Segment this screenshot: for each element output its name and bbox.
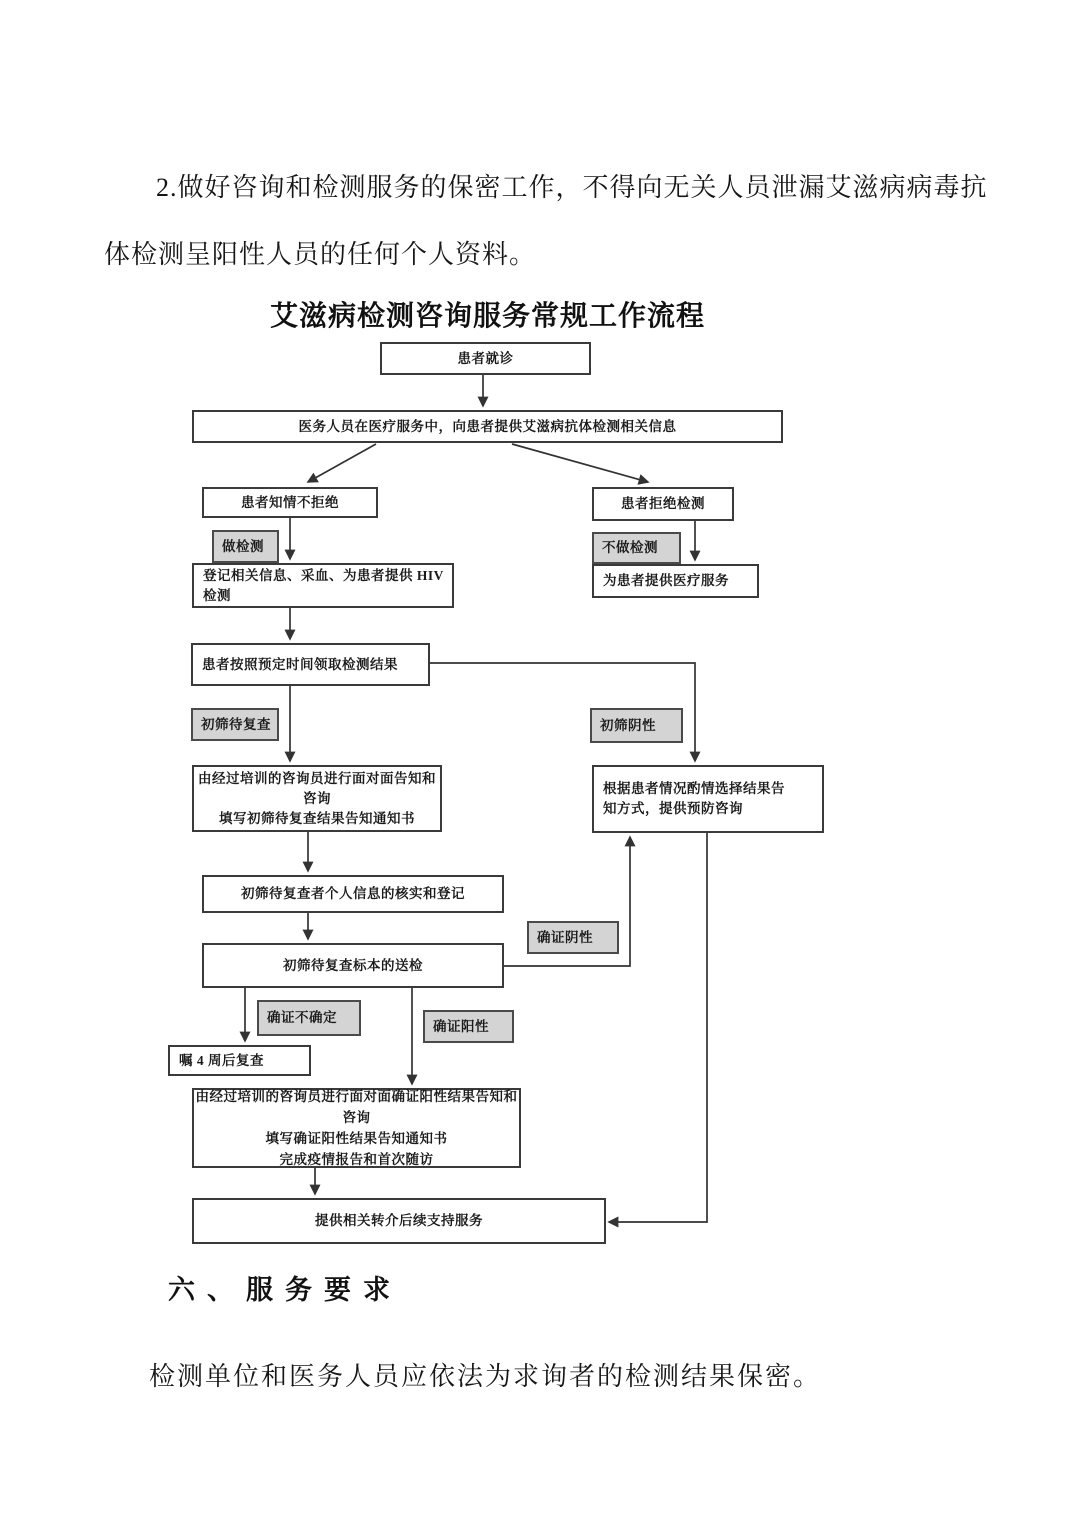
node-get-result: 患者按照预定时间领取检测结果 (191, 643, 430, 686)
node-referral-support: 提供相关转介后续支持服务 (192, 1198, 606, 1244)
counsel-confirm-line3: 完成疫情报告和首次随访 (279, 1152, 434, 1167)
tag-do-test: 做检测 (212, 530, 279, 563)
choose-notify-line2: 知方式，提供预防咨询 (603, 801, 743, 816)
tag-no-test: 不做检测 (592, 532, 681, 564)
node-informed-not-refuse: 患者知情不拒绝 (202, 487, 378, 518)
node-refuse-test: 患者拒绝检测 (592, 487, 734, 521)
tag-screen-negative: 初筛阴性 (590, 708, 683, 743)
node-medical-service: 为患者提供医疗服务 (592, 564, 759, 598)
counsel-confirm-line2: 填写确证阳性结果告知通知书 (265, 1131, 448, 1146)
node-choose-notify-method (592, 765, 824, 833)
paragraph-confidentiality: 2.做好咨询和检测服务的保密工作，不得向无关人员泄漏艾滋病病毒抗体检测呈阳性人员的任何个人资料。 (104, 173, 988, 269)
counsel-notify-review-line1: 由经过培训的咨询员进行面对面告知和咨询 (198, 770, 436, 806)
node-register-draw-blood: 登记相关信息、采血、为患者提供 HIV 检测 (192, 563, 454, 608)
node-provide-info: 医务人员在医疗服务中，向患者提供艾滋病抗体检测相关信息 (192, 410, 783, 443)
tag-confirm-negative: 确证阴性 (527, 921, 619, 954)
node-counsel-confirm-positive (192, 1088, 521, 1168)
counsel-notify-review-line2: 填写初筛待复查结果告知通知书 (219, 810, 415, 826)
choose-notify-line1: 根据患者情况酌情选择结果告 (603, 781, 785, 796)
counsel-confirm-line1: 由经过培训的咨询员进行面对面确证阳性结果告知和咨询 (195, 1089, 518, 1125)
flowchart-title: 艾滋病检测咨询服务常规工作流程 (269, 301, 705, 332)
tag-confirm-positive: 确证阳性 (423, 1010, 514, 1043)
section-heading-service-requirements: 六、服务要求 (168, 1275, 402, 1305)
paragraph-confidential-results: 检测单位和医务人员应依法为求询者的检测结果保密。 (149, 1362, 822, 1391)
tag-confirm-uncertain: 确证不确定 (257, 1000, 361, 1036)
node-verify-personal-info: 初筛待复查者个人信息的核实和登记 (202, 875, 504, 913)
node-patient-visit: 患者就诊 (380, 342, 591, 375)
node-recheck-4-weeks: 嘱 4 周后复查 (168, 1045, 311, 1076)
node-counsel-notify-review (192, 765, 442, 832)
tag-screen-pending-review: 初筛待复查 (191, 708, 279, 741)
node-send-sample: 初筛待复查标本的送检 (202, 943, 504, 988)
